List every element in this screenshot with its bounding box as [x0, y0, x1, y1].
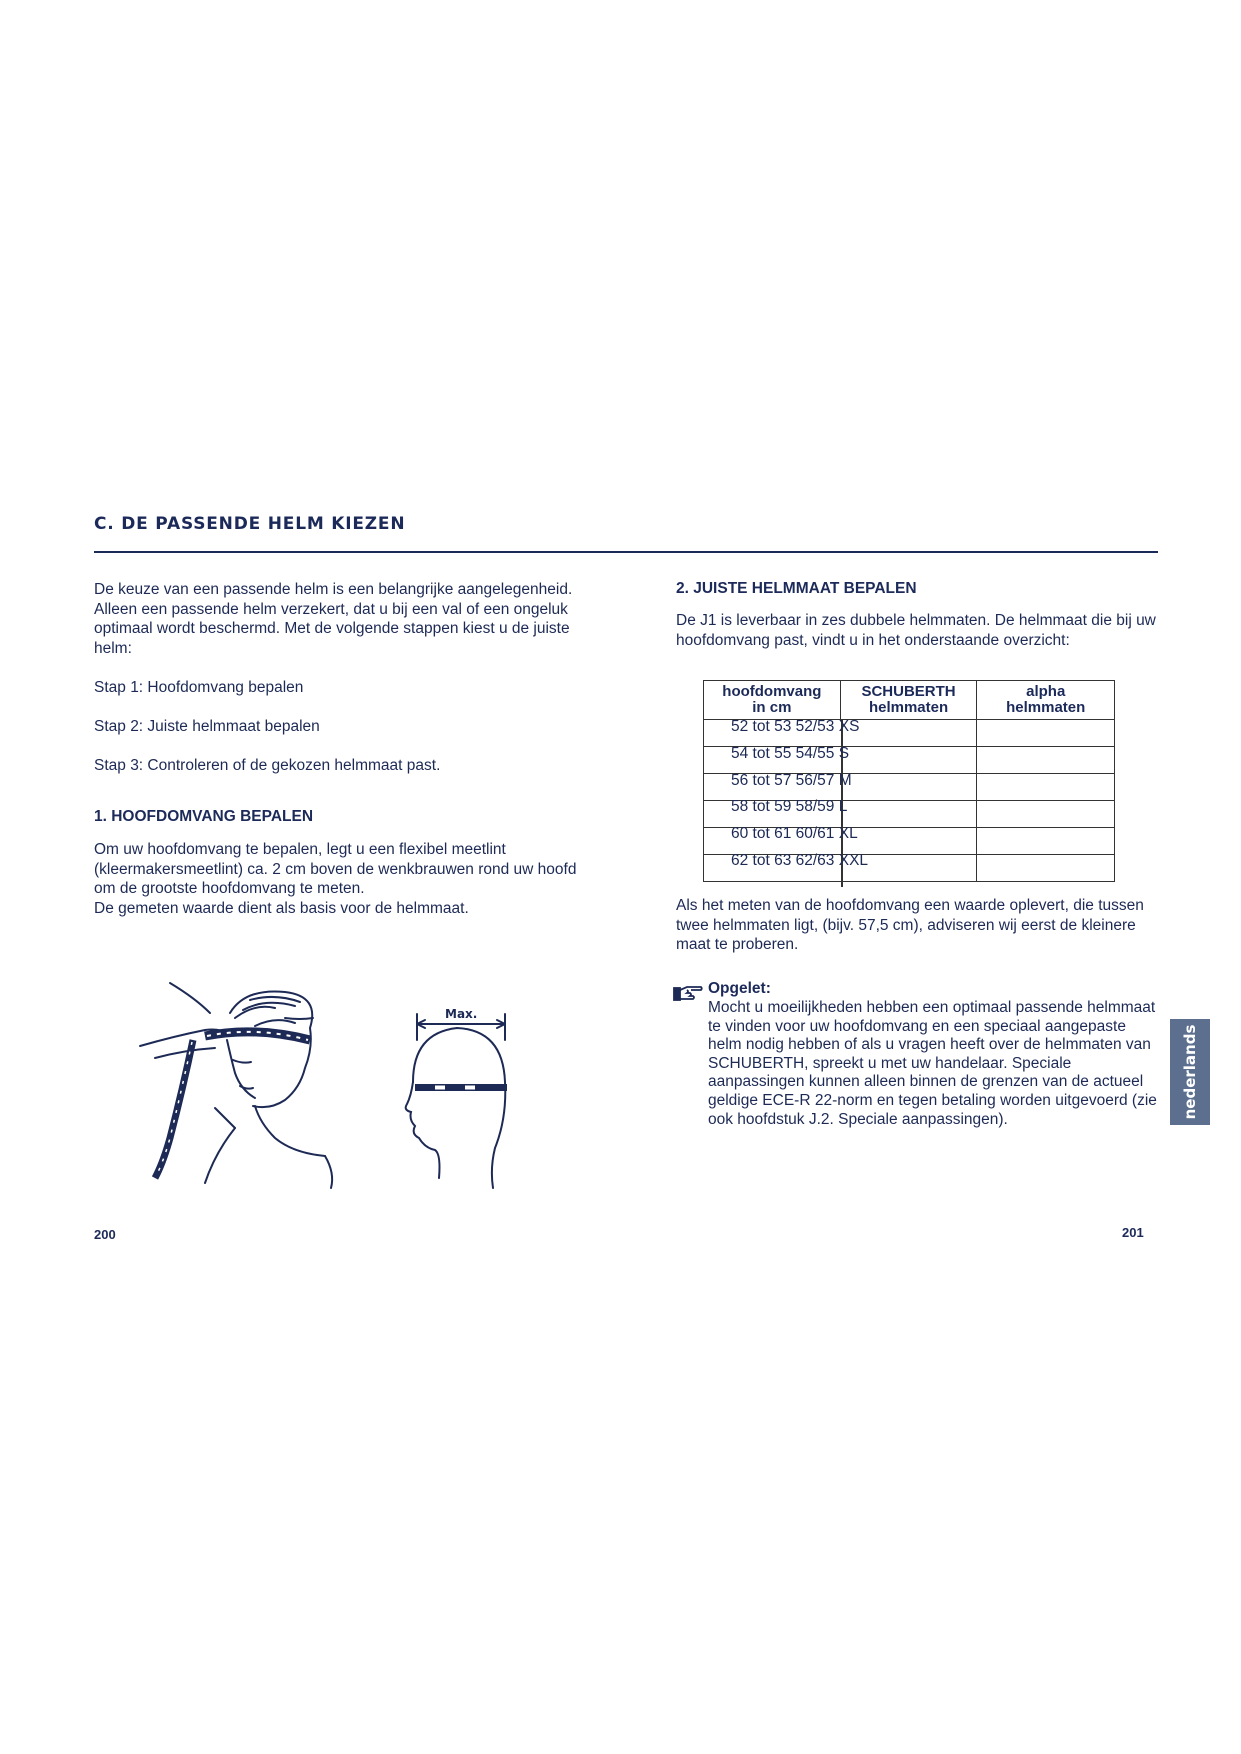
step-2: Stap 2: Juiste helmmaat bepalen — [94, 718, 320, 735]
neck-line — [215, 1108, 235, 1128]
hair-strokes — [235, 997, 300, 1026]
table-row-text: 56 tot 57 56/57 M — [731, 772, 852, 789]
header-alpha — [977, 681, 1115, 720]
section-1-body — [94, 840, 576, 918]
header-schuberth — [840, 681, 977, 720]
table-note-line: maat te proberen. — [676, 936, 799, 953]
table-cell — [977, 720, 1115, 747]
tape-band — [205, 1032, 310, 1040]
header-text: alpha — [1026, 683, 1066, 700]
warning-line: te vinden voor uw hoofdomvang en een speciaal aangepaste — [708, 1017, 1126, 1035]
warning-line: aanpassingen kunnen alleen binnen de grenzen van de actueel — [708, 1073, 1144, 1091]
profile-head — [413, 1028, 505, 1188]
section-2-body — [676, 611, 1156, 650]
section-2-line: De J1 is leverbaar in zes dubbele helmmaten. De helmmaat die bij uw — [676, 612, 1156, 629]
table-row-text: 60 tot 61 60/61 XL — [731, 825, 858, 842]
intro-line: optimaal wordt beschermd. Met de volgende stappen kiest u de juiste — [94, 620, 570, 637]
page-number-left: 200 — [94, 1227, 116, 1242]
head-outline — [230, 991, 312, 1107]
max-label: Max. — [445, 1007, 478, 1021]
warning-line: SCHUBERTH, spreekt u met uw handelaar. Speciale — [708, 1054, 1072, 1072]
table-row-text: 52 tot 53 52/53 XS — [731, 718, 860, 735]
table-row-text: 62 tot 63 62/63 XXL — [731, 852, 869, 869]
section-2-line: hoofdomvang past, vindt u in het onderstaande overzicht: — [676, 631, 1070, 649]
table-cell — [977, 774, 1115, 801]
measurement-illustration — [135, 978, 525, 1194]
warning-line: Mocht u moeilijkheden hebben een optimaal passende helmmaat — [708, 999, 1156, 1016]
profile-tape — [415, 1084, 507, 1091]
header-text: helmmaten — [868, 699, 949, 716]
section-1-line: De gemeten waarde dient als basis voor de helmmaat. — [94, 899, 469, 917]
pointing-hand-icon — [673, 984, 703, 1002]
table-cell — [977, 801, 1115, 828]
table-cell — [977, 828, 1115, 855]
arm-upper — [170, 983, 210, 1013]
table-row-text: 58 tot 59 58/59 L — [731, 798, 848, 815]
intro-paragraph — [94, 580, 572, 658]
page-number-right: 201 — [1122, 1225, 1144, 1240]
section-1-line: Om uw hoofdomvang te bepalen, legt u een flexibel meetlint — [94, 841, 506, 858]
intro-line: De keuze van een passende helm is een belangrijke aangelegenheid. — [94, 581, 573, 598]
warning-title: Opgelet: — [708, 980, 771, 997]
header-text: hoofdomvang — [722, 683, 822, 700]
intro-line: Alleen een passende helm verzekert, dat u bij een val of een ongeluk — [94, 600, 568, 618]
header-text: SCHUBERTH — [861, 683, 956, 700]
warning-line: ook hoofdstuk J.2. Speciale aanpassingen). — [708, 1110, 1008, 1128]
warning-body — [708, 999, 1157, 1129]
language-tab[interactable] — [1170, 1019, 1210, 1125]
step-1: Stap 1: Hoofdomvang bepalen — [94, 679, 304, 696]
language-tab-label: nederlands — [1181, 1024, 1199, 1120]
warning-line: geldige ECE-R 22-norm en tegen betaling worden uitgevoerd (zie — [708, 1091, 1157, 1109]
section-1-line: (kleermakersmeetlint) ca. 2 cm boven de wenkbrauwen rond uw hoofd — [94, 860, 577, 878]
table-note-line: Als het meten van de hoofdomvang een waarde oplevert, die tussen — [676, 897, 1144, 914]
header-text: in cm — [752, 699, 792, 716]
table-row-text: 54 tot 55 54/55 S — [731, 745, 850, 762]
table-note-line: twee helmmaten ligt, (bijv. 57,5 cm), adviseren wij eerst de kleinere — [676, 916, 1136, 934]
warning-line: helm nodig hebben of als u vragen heeft over de helmmaten van — [708, 1036, 1151, 1054]
intro-line: helm: — [94, 639, 132, 657]
table-cell — [977, 855, 1115, 882]
section-1-line: om de grootste hoofdomvang te meten. — [94, 880, 365, 897]
section-1-title: 1. HOOFDOMVANG BEPALEN — [94, 808, 314, 825]
header-text: helmmaten — [1006, 699, 1086, 716]
header-hoofdomvang — [704, 681, 841, 720]
page-heading: C. DE PASSENDE HELM KIEZEN — [94, 514, 406, 534]
section-2-title: 2. JUISTE HELMMAAT BEPALEN — [676, 580, 917, 597]
table-cell — [977, 747, 1115, 774]
step-3: Stap 3: Controleren of de gekozen helmmaat past. — [94, 757, 441, 774]
table-note — [676, 896, 1144, 955]
heading-rule — [94, 551, 1158, 553]
tape-hanging — [155, 1040, 193, 1178]
profile-face — [406, 1082, 440, 1178]
table-header-row — [704, 681, 1115, 720]
